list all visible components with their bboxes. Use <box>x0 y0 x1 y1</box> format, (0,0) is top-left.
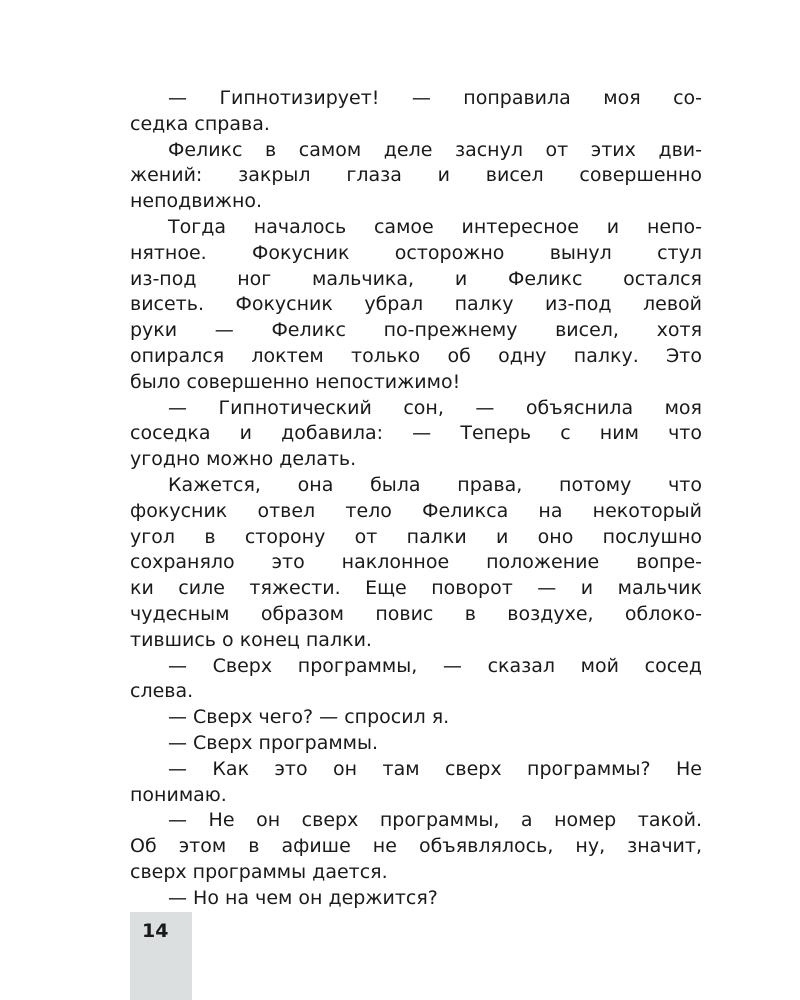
text-line: Тогда началось самое интересное и непо- <box>168 215 702 238</box>
text-line: нятное. Фокусник осторожно вынул стул <box>130 241 702 264</box>
text-line: тившись о конец палки. <box>130 628 372 651</box>
page-number: 14 <box>142 920 169 942</box>
text-line: — Гипнотический сон, — объяснила моя <box>168 396 702 419</box>
text-line: фокусник отвел тело Феликса на некоторый <box>130 499 702 522</box>
text-line: Кажется, она была права, потому что <box>168 473 702 496</box>
text-line: — Сверх программы, — сказал мой сосед <box>168 654 702 677</box>
text-line: — Но на чем он держится? <box>168 886 438 909</box>
text-line: седка справа. <box>130 112 270 135</box>
text-line: жений: закрыл глаза и висел совершенно <box>130 164 702 187</box>
text-line: руки — Феликс по-прежнему висел, хотя <box>130 319 702 342</box>
page-number-tab <box>130 912 192 1000</box>
text-line: Феликс в самом деле заснул от этих дви- <box>168 138 702 161</box>
text-line: — Как это он там сверх программы? Не <box>168 757 702 780</box>
text-line: соседка и добавила: — Теперь с ним что <box>130 422 702 445</box>
text-line: неподвижно. <box>130 190 263 213</box>
text-line: ки силе тяжести. Еще поворот — и мальчик <box>130 577 702 600</box>
text-line: угодно можно делать. <box>130 448 357 471</box>
text-line: угол в сторону от палки и оно послушно <box>130 525 702 548</box>
text-line: из-под ног мальчика, и Феликс остался <box>130 267 702 290</box>
text-line: сохраняло это наклонное положение вопре- <box>130 551 702 574</box>
text-line: — Не он сверх программы, а номер такой. <box>168 809 702 832</box>
page-text <box>130 86 702 912</box>
text-line: сверх программы дается. <box>130 860 388 883</box>
text-line: было совершенно непостижимо! <box>130 370 461 393</box>
text-line: — Гипнотизирует! — поправила моя со- <box>168 87 702 109</box>
text-line: висеть. Фокусник убрал палку из-под левой <box>130 293 702 316</box>
text-line: чудесным образом повис в воздухе, облоко- <box>130 602 702 625</box>
text-line: слева. <box>130 680 194 703</box>
text-line: — Сверх чего? — спросил я. <box>168 706 450 729</box>
text-line: — Сверх программы. <box>168 731 379 754</box>
text-line: опирался локтем только об одну палку. Это <box>130 344 702 367</box>
text-line: Об этом в афише не объявлялось, ну, значит, <box>130 835 702 858</box>
text-line: понимаю. <box>130 783 227 806</box>
